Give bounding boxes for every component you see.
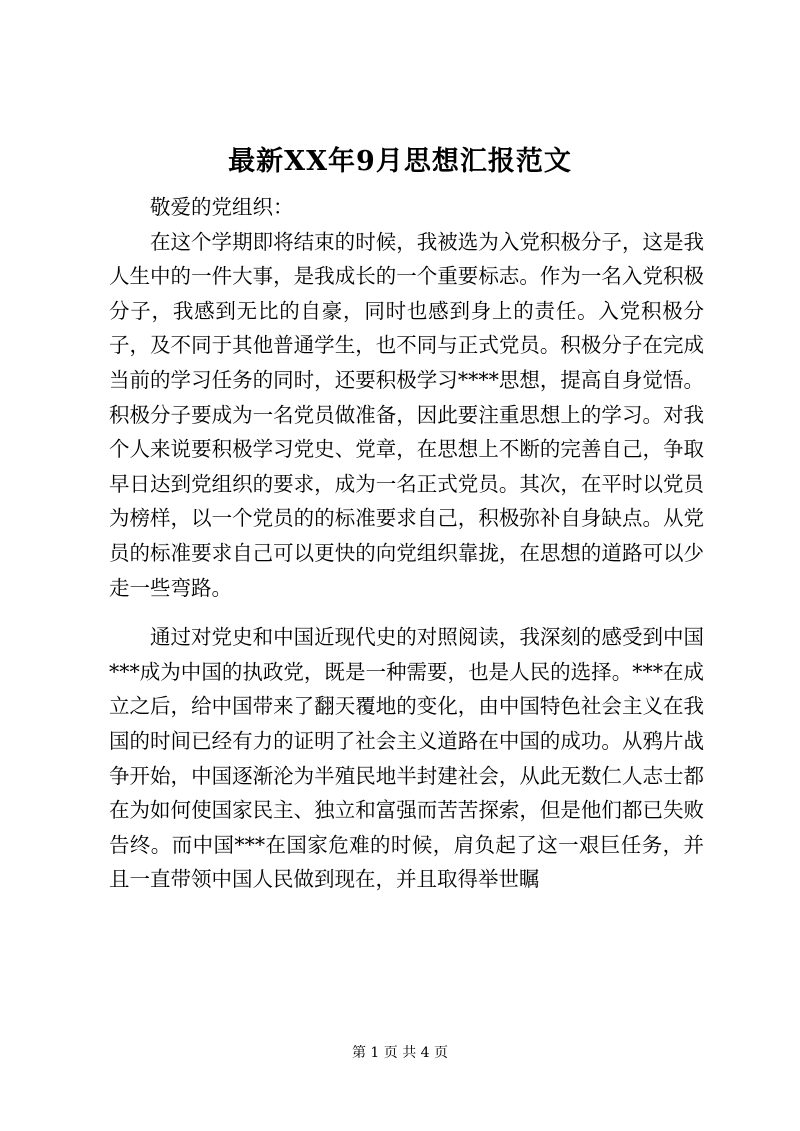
document-body	[109, 190, 704, 897]
page-footer: 第 1 页 共 4 页	[351, 1045, 449, 1061]
salutation: 敬爱的党组织：	[150, 195, 294, 219]
paragraph-2: 通过对党史和中国近现代史的对照阅读，我深刻的感受到中国***成为中国的执政党，既是一种需要，也是人民的选择。***在成立之后，给中国带来了翻天覆地的变化，由中国特色社会主义在我国的时间已经有力的证明了社会主义道路在中国的成功。从鸦片战争开始，中国逐渐沦为半殖民地半封建社会，从此无数仁人志士都在为如何使国家民主、独立和富强而苦苦探索，但是他们都已失败告终。而中国***在国家危难的时候，肩负起了这一艰巨任务，并且一直带领中国人民做到现在，并且取得举世瞩	[109, 625, 704, 892]
document-title: 最新XX年9月思想汇报范文	[228, 146, 572, 177]
paragraph-1: 在这个学期即将结束的时候，我被选为入党积极分子，这是我人生中的一件大事，是我成长的一个重要标志。作为一名入党积极分子，我感到无比的自豪，同时也感到身上的责任。入党积极分子，及不同于其他普通学生，也不同与正式党员。积极分子在完成当前的学习任务的同时，还要积极学习****思想，提高自身觉悟。积极分子要成为一名党员做准备，因此要注重思想上的学习。对我个人来说要积极学习党史、党章，在思想上不断的完善自己，争取早日达到党组织的要求，成为一名正式党员。其次，在平时以党员为榜样，以一个党员的的标准要求自己，积极弥补自身缺点。从党员的标准要求自己可以更快的向党组织靠拢，在思想的道路可以少走一些弯路。	[109, 229, 704, 600]
